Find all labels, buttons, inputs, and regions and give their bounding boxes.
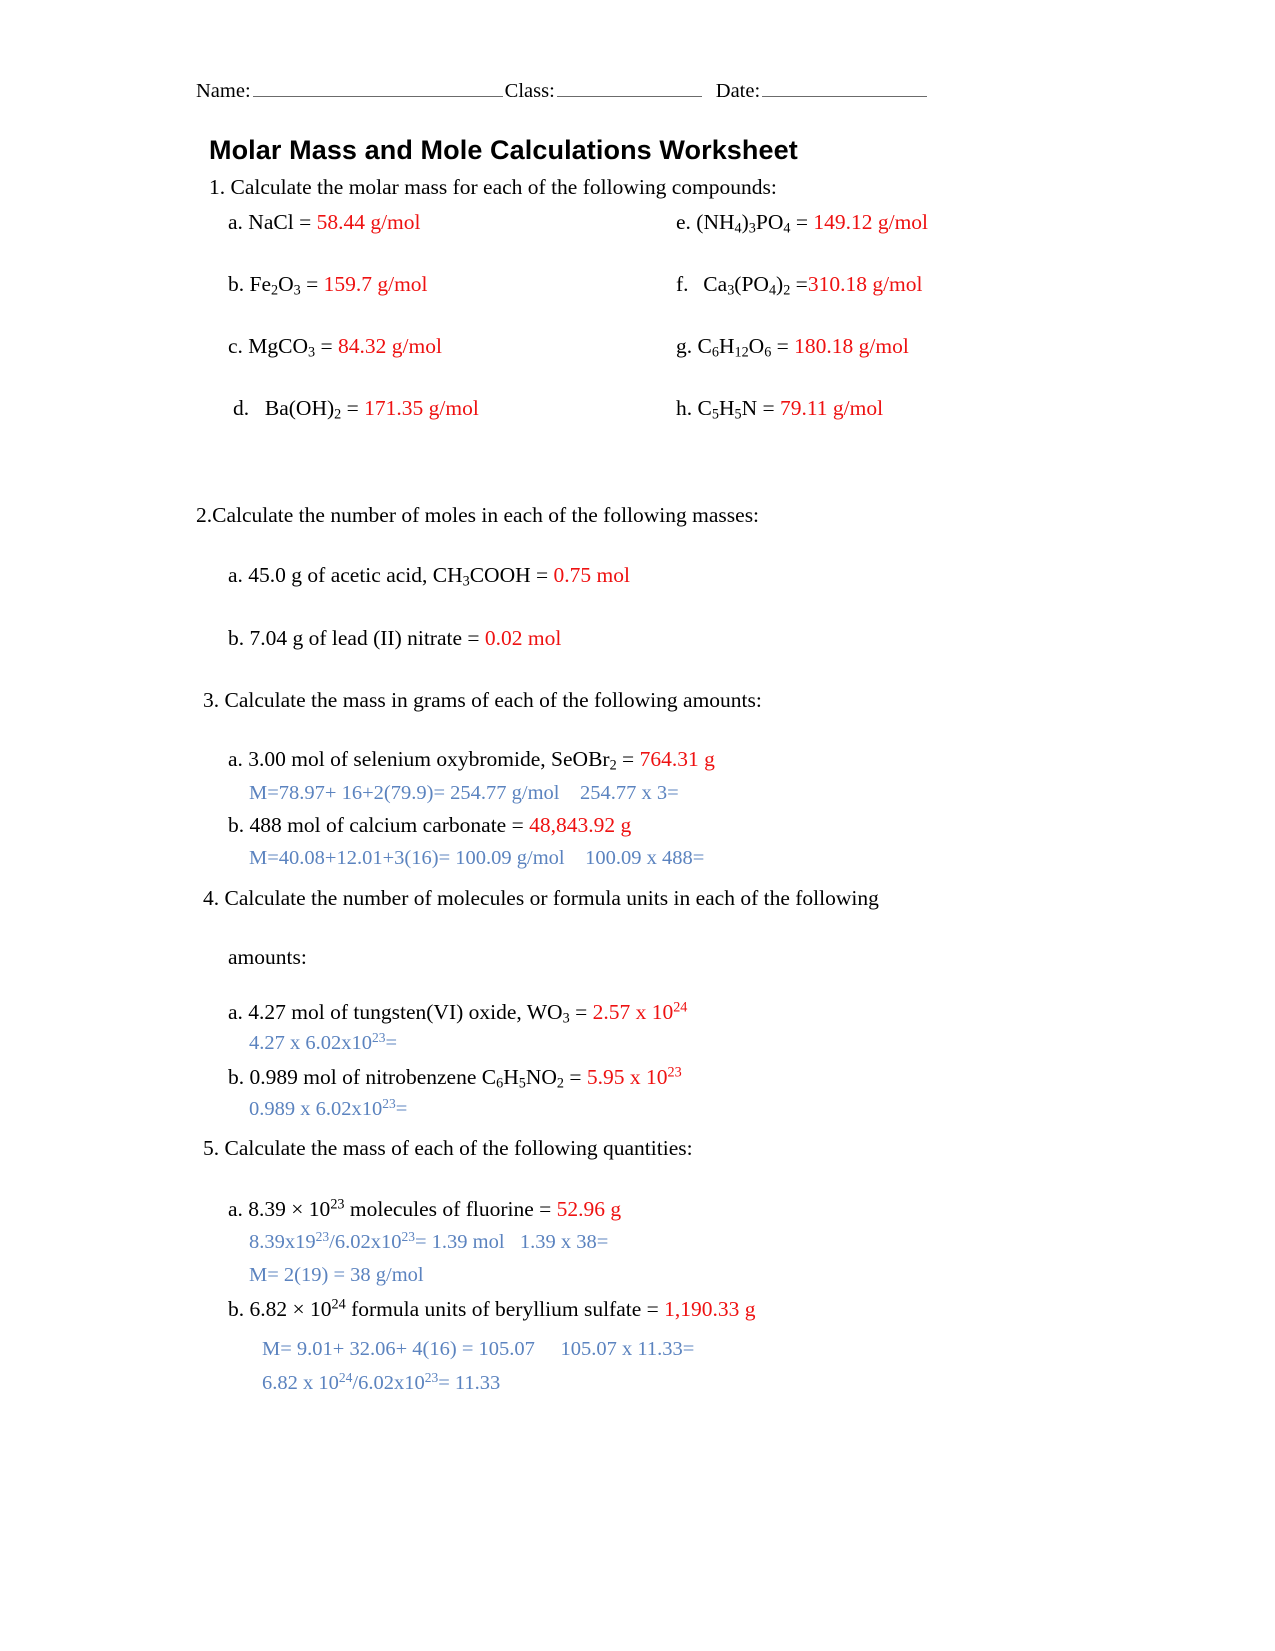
q1-item-g-label: g. [676, 334, 693, 358]
q1-item-f-equals: = [795, 272, 808, 296]
q1-item-h-equals: = [762, 396, 775, 420]
name-input-rule[interactable] [253, 78, 503, 97]
q1-item-c [228, 334, 442, 361]
q1-item-a-compound: NaCl [248, 210, 294, 234]
q1-item-g [676, 334, 909, 361]
q1-item-g-compound: $C_6H_{12}O_6$ [697, 334, 772, 361]
question-5-prompt [203, 1136, 693, 1160]
q1-item-f-answer: 310.18 g/mol [807, 272, 923, 296]
date-label: Date: [715, 80, 761, 103]
q1-item-a-answer: 58.44 g/mol [316, 210, 421, 234]
q5-item-a-label: a. [228, 1197, 243, 1221]
question-4-text: Calculate the number of molecules or formula units in each of the following [224, 886, 879, 910]
q1-item-c-equals: = [320, 334, 333, 358]
q2-item-b-answer: 0.02 mol [484, 626, 562, 650]
q1-item-b-compound: $Fe_2O_3$ [249, 272, 301, 299]
question-1-number: 1. [209, 175, 226, 199]
q4-item-b-text: 0.989 mol of nitrobenzene $C_6H_5NO_2$ = [249, 1065, 582, 1092]
question-4-prompt-line2: amounts: [228, 945, 307, 969]
q1-item-d-answer: 171.35 g/mol [364, 396, 479, 420]
q1-item-e-compound: $(NH_4)_3PO_4$ [696, 210, 791, 237]
q4-item-a-work-1: 4.27 x $6.02x10^{23}=$ [249, 1029, 398, 1054]
q1-item-c-compound: MgCO$_3$ [248, 334, 316, 361]
q2-item-b-label: b. [228, 626, 245, 650]
q1-item-a-equals: = [299, 210, 312, 234]
class-label: Class: [504, 80, 555, 103]
q1-item-a [228, 210, 421, 234]
question-2-number: 2. [196, 503, 213, 527]
q1-item-f-compound: $Ca_3(PO_4)_2$ [703, 272, 791, 299]
q4-item-b-answer: 5.95 x $10^{23}$ [586, 1064, 682, 1089]
q1-item-g-answer: 180.18 g/mol [794, 334, 909, 358]
question-2-text: Calculate the number of moles in each of the following masses: [212, 503, 760, 527]
q1-item-d [233, 396, 479, 423]
q3-item-b-label: b. [228, 813, 245, 837]
q1-item-b-equals: = [306, 272, 319, 296]
date-input-rule[interactable] [762, 78, 927, 97]
question-1-prompt [209, 175, 777, 199]
q4-item-b-label: b. [228, 1065, 245, 1089]
q5-item-b [228, 1297, 756, 1321]
q4-item-b [228, 1064, 682, 1092]
q5-item-b-work-2: 6.82 x $10^{24}/6.02x10^{23}= 11.33$ [262, 1369, 501, 1394]
q5-item-b-text: $6.82 \times 10^{24}$ formula units of beryllium sulfate = [249, 1296, 659, 1321]
q2-item-a-label: a. [228, 563, 243, 587]
q1-item-d-equals: = [346, 396, 359, 420]
q1-item-e-equals: = [795, 210, 808, 234]
question-4-number: 4. [203, 886, 220, 910]
q5-item-a-work-1: $8.39x19^{23}/6.02x10^{23}= 1.39$ mol 1.39 x 38= [249, 1228, 609, 1253]
q2-item-b-text: 7.04 g of lead (II) nitrate = [249, 626, 480, 650]
q3-item-b-text: 488 mol of calcium carbonate = [249, 813, 524, 837]
q5-item-a-answer: 52.96 g [556, 1197, 622, 1221]
question-2-prompt [196, 503, 759, 527]
q3-item-a [228, 747, 715, 774]
page-title: Molar Mass and Mole Calculations Worksheet [209, 135, 798, 165]
q1-item-e-answer: 149.12 g/mol [813, 210, 929, 234]
name-label: Name: [196, 80, 251, 103]
q1-item-g-equals: = [776, 334, 789, 358]
q2-item-b [228, 626, 561, 650]
class-input-rule[interactable] [557, 78, 702, 97]
q1-item-e-label: e. [676, 210, 691, 234]
q5-item-b-label: b. [228, 1297, 245, 1321]
q5-item-b-answer: 1,190.33 g [664, 1297, 756, 1321]
question-3-text: Calculate the mass in grams of each of the following amounts: [224, 688, 762, 712]
question-4-prompt [203, 886, 879, 910]
q1-item-c-label: c. [228, 334, 243, 358]
q1-item-h-label: h. [676, 396, 693, 420]
q5-item-b-work-1: M= 9.01+ 32.06+ 4(16) = 105.07 105.07 x 11.33= [262, 1338, 695, 1360]
q3-item-a-work-1: M=78.97+ 16+2(79.9)= 254.77 g/mol 254.77 x 3= [249, 782, 679, 804]
question-3-number: 3. [203, 688, 220, 712]
q3-item-b-work-1: M=40.08+12.01+3(16)= 100.09 g/mol 100.09 x 488= [249, 847, 705, 869]
q3-item-b [228, 813, 631, 837]
q1-item-f [676, 272, 923, 299]
q4-item-a-answer: 2.57 x $10^{24}$ [592, 999, 688, 1024]
q4-item-a-text: 4.27 mol of tungsten(VI) oxide, $WO_3$ = [248, 1000, 588, 1027]
q3-item-a-text: 3.00 mol of selenium oxybromide, SeOBr$_2$ = [248, 747, 635, 774]
q2-item-a-text: 45.0 g of acetic acid, $CH_3COOH$ = [248, 563, 549, 590]
q4-item-a-label: a. [228, 1000, 243, 1024]
q1-item-h-answer: 79.11 g/mol [779, 396, 884, 420]
question-5-text: Calculate the mass of each of the following quantities: [224, 1136, 693, 1160]
q5-item-a-text: $8.39 \times 10^{23}$ molecules of fluorine = [248, 1196, 552, 1221]
q3-item-a-label: a. [228, 747, 243, 771]
q3-item-b-answer: 48,843.92 g [529, 813, 632, 837]
q1-item-a-label: a. [228, 210, 243, 234]
q1-item-e [676, 210, 929, 237]
q5-item-a-work-2: M= 2(19) = 38 g/mol [249, 1264, 424, 1286]
q5-item-a [228, 1197, 621, 1221]
q1-item-f-label: f. [676, 272, 689, 296]
q2-item-a-answer: 0.75 mol [553, 563, 630, 587]
question-5-number: 5. [203, 1136, 220, 1160]
q1-item-b-answer: 159.7 g/mol [323, 272, 428, 296]
question-3-prompt [203, 688, 762, 712]
question-1-text: Calculate the molar mass for each of the following compounds: [230, 175, 777, 199]
q1-item-d-label: d. [233, 396, 250, 420]
q4-item-b-work-1: 0.989 x $6.02x10^{23}=$ [249, 1095, 408, 1120]
q1-item-d-compound: $Ba(OH)_2$ [264, 396, 342, 423]
q1-item-b [228, 272, 428, 299]
q4-item-a [228, 999, 688, 1027]
q2-item-a [228, 563, 630, 590]
q1-item-h-compound: $C_5H_5N$ [697, 396, 758, 423]
q3-item-a-answer: 764.31 g [639, 747, 715, 771]
q1-item-h [676, 396, 884, 423]
q1-item-b-label: b. [228, 272, 245, 296]
q1-item-c-answer: 84.32 g/mol [338, 334, 442, 358]
student-info-header [196, 78, 1026, 103]
